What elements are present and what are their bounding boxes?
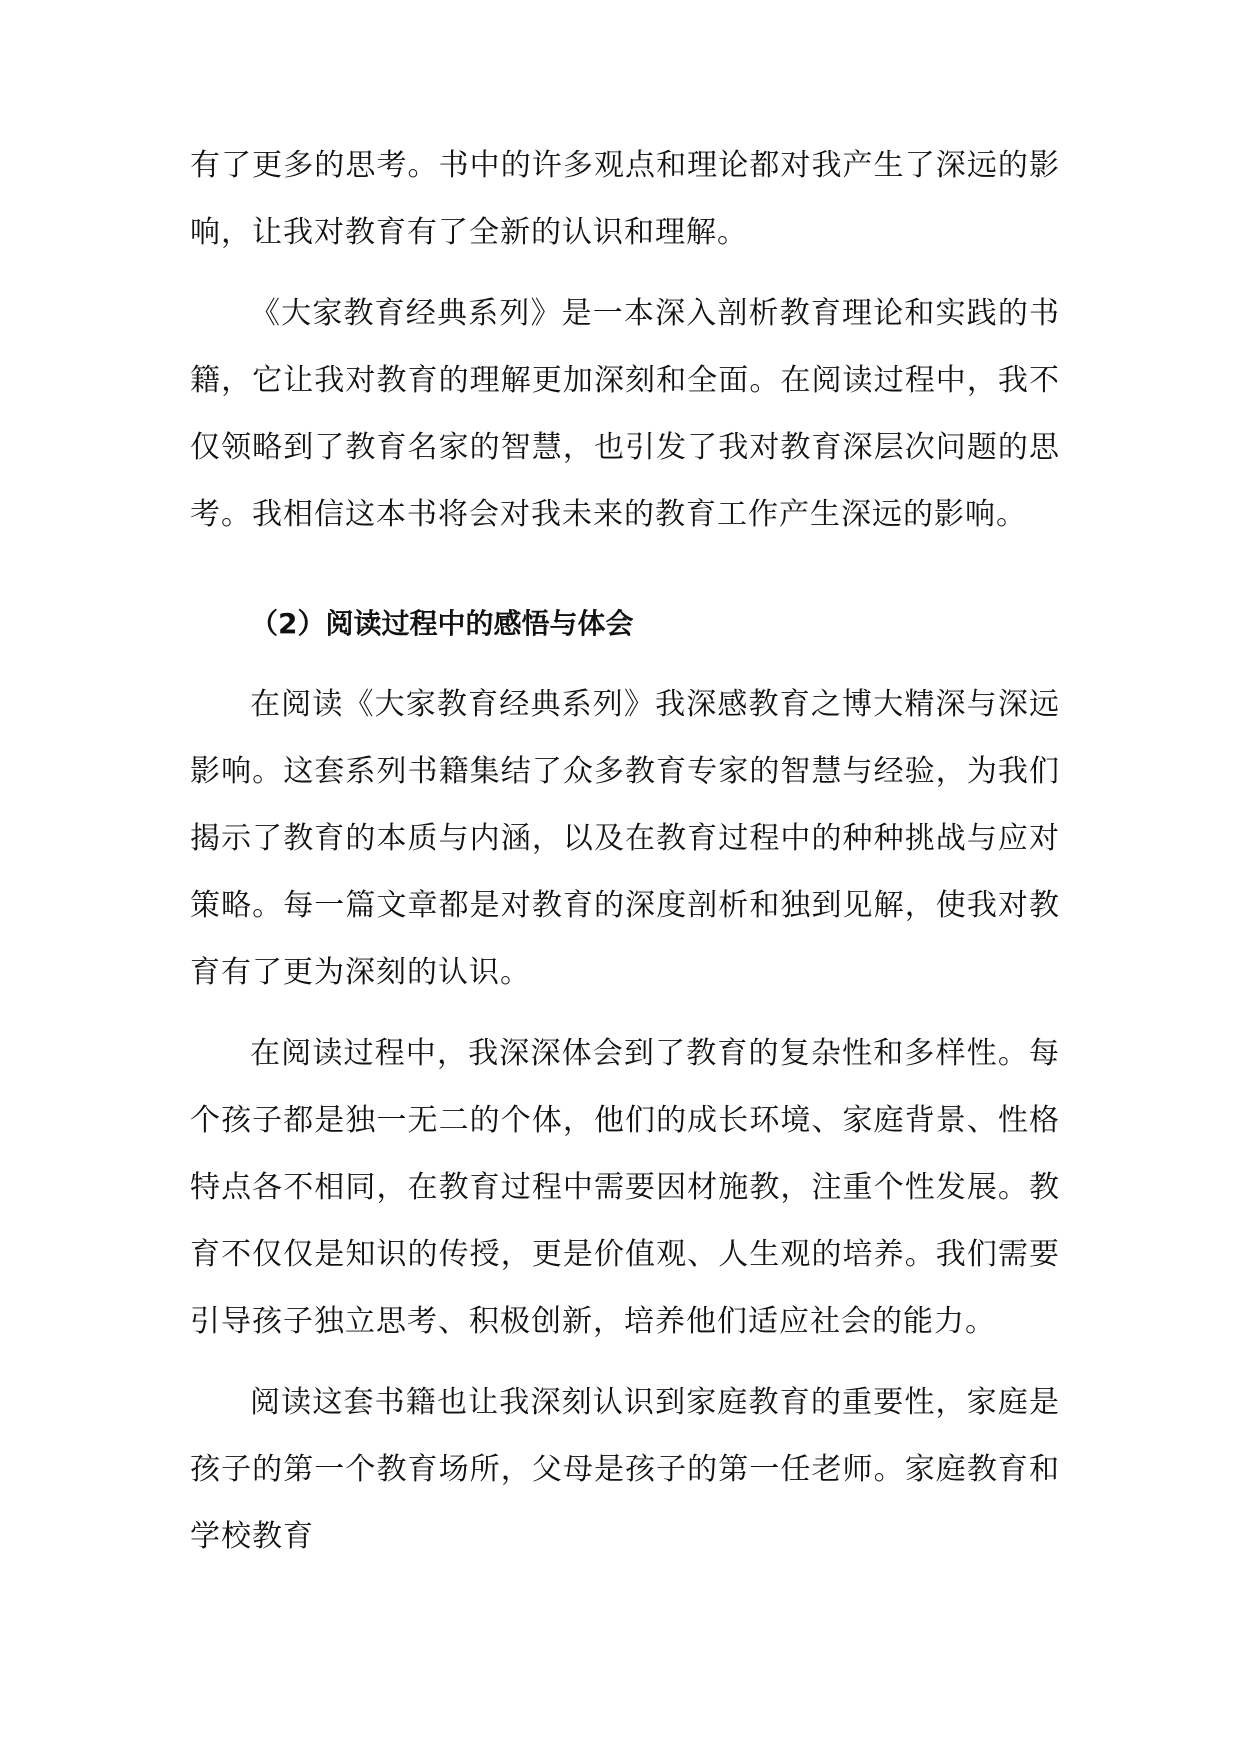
paragraph-education-diversity: 在阅读过程中，我深深体会到了教育的复杂性和多样性。每个孩子都是独一无二的个体，他们的成长环境、家庭背景、性格特点各不相同，在教育过程中需要因材施教，注重个性发展。教育不仅仅是知识的传授，更是价值观、人生观的培养。我们需要引导孩子独立思考、积极创新，培养他们适应社会的能力。 [190, 1036, 1060, 1339]
paragraph-book-overview: 《大家教育经典系列》是一本深入剖析教育理论和实践的书籍，它让我对教育的理解更加深刻和全面。在阅读过程中，我不仅领略到了教育名家的智慧，也引发了我对教育深层次问题的思考。我相信这本书将会对我未来的教育工作产生深远的影响。 [190, 296, 1060, 532]
paragraph-continuation: 有了更多的思考。书中的许多观点和理论都对我产生了深远的影响，让我对教育有了全新的认识和理解。 [190, 148, 1060, 250]
paragraph-reading-impression: 在阅读《大家教育经典系列》我深感教育之博大精深与深远影响。这套系列书籍集结了众多教育专家的智慧与经验，为我们揭示了教育的本质与内涵，以及在教育过程中的种种挑战与应对策略。每一篇文章都是对教育的深度剖析和独到见解，使我对教育有了更为深刻的认识。 [190, 687, 1060, 990]
document-page [190, 132, 1060, 1570]
paragraph-family-education: 阅读这套书籍也让我深刻认识到家庭教育的重要性，家庭是孩子的第一个教育场所，父母是孩子的第一任老师。家庭教育和学校教育 [190, 1385, 1060, 1554]
section-heading: （2）阅读过程中的感悟与体会 [250, 607, 634, 640]
